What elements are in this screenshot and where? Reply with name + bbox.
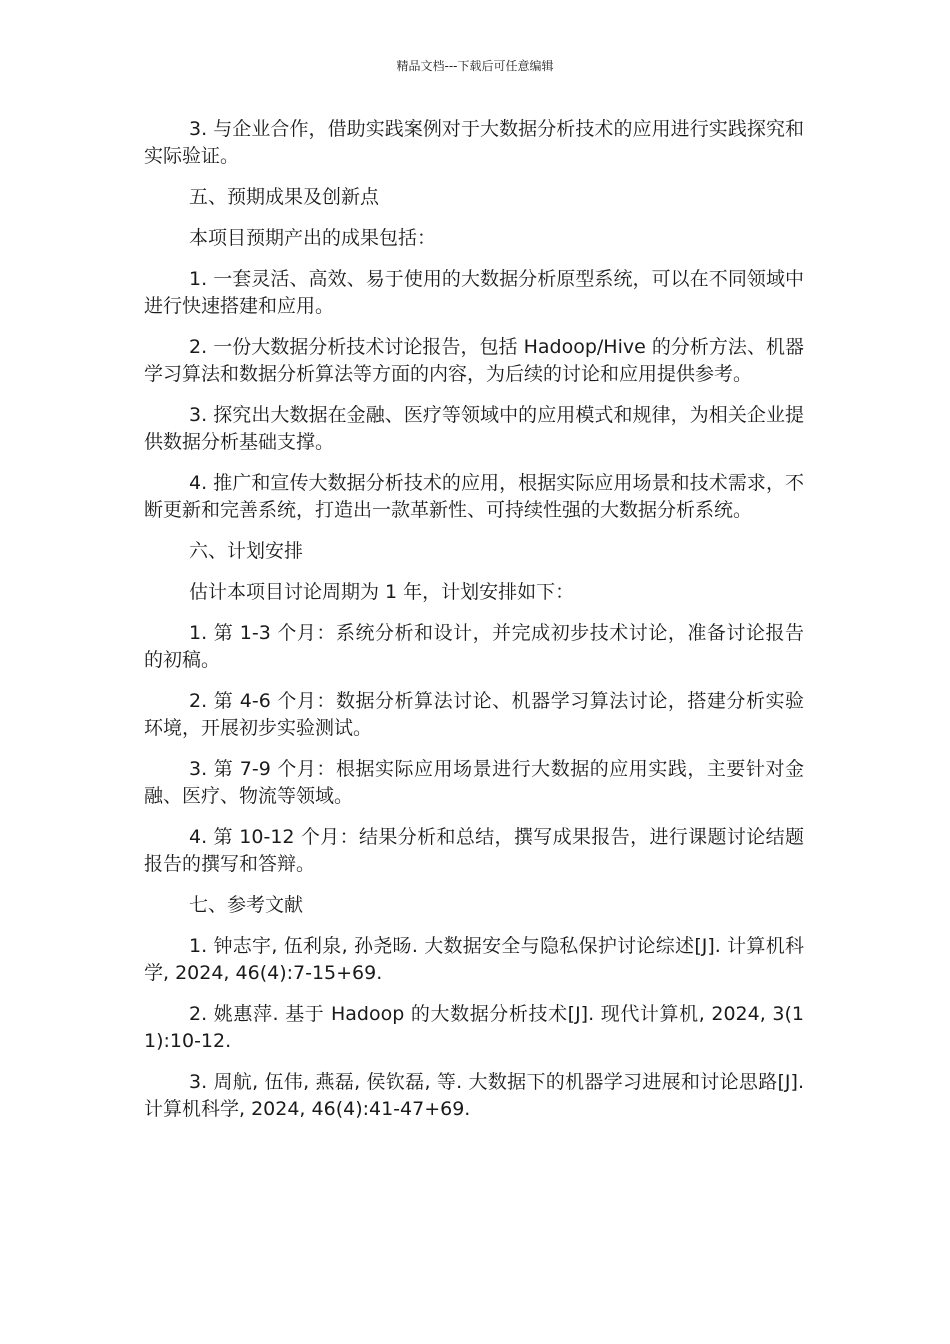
reference-item-3: 3. 周航, 伍伟, 燕磊, 侯钦磊, 等. 大数据下的机器学习进展和讨论思路[J]. 计算机科学, 2024, 46(4):41-47+69. — [144, 1071, 804, 1120]
list-item-result-2: 2. 一份大数据分析技术讨论报告，包括 Hadoop/Hive 的分析方法、机器学习算法和数据分析算法等方面的内容，为后续的讨论和应用提供参考。 — [144, 336, 804, 385]
section-heading-schedule: 六、计划安排 — [189, 540, 304, 562]
paragraph-results-intro: 本项目预期产出的成果包括： — [189, 227, 437, 249]
reference-item-1: 1. 钟志宇, 伍利泉, 孙尧旸. 大数据安全与隐私保护讨论综述[J]. 计算机科学, 2024, 46(4):7-15+69. — [144, 935, 804, 984]
list-item-schedule-1: 1. 第 1-3 个月：系统分析和设计，并完成初步技术讨论，准备讨论报告的初稿。 — [144, 622, 804, 671]
section-heading-references: 七、参考文献 — [189, 894, 304, 916]
page-header: 精品文档---下载后可任意编辑 — [396, 59, 554, 73]
list-item-result-3: 3. 探究出大数据在金融、医疗等领域中的应用模式和规律，为相关企业提供数据分析基础支撑。 — [144, 404, 804, 453]
paragraph-schedule-intro: 估计本项目讨论周期为 1 年，计划安排如下： — [189, 581, 575, 603]
list-item-schedule-3: 3. 第 7-9 个月：根据实际应用场景进行大数据的应用实践，主要针对金融、医疗、物流等领域。 — [144, 758, 804, 807]
document-body — [144, 116, 804, 1137]
paragraph-practice-verification: 3. 与企业合作，借助实践案例对于大数据分析技术的应用进行实践探究和实际验证。 — [144, 118, 804, 167]
section-heading-expected-results: 五、预期成果及创新点 — [189, 186, 380, 208]
list-item-result-1: 1. 一套灵活、高效、易于使用的大数据分析原型系统，可以在不同领域中进行快速搭建和应用。 — [144, 268, 804, 317]
reference-item-2: 2. 姚惠萍. 基于 Hadoop 的大数据分析技术[J]. 现代计算机, 2024, 3(11):10-12. — [144, 1003, 804, 1052]
list-item-schedule-2: 2. 第 4-6 个月：数据分析算法讨论、机器学习算法讨论，搭建分析实验环境，开展初步实验测试。 — [144, 690, 804, 739]
list-item-result-4: 4. 推广和宣传大数据分析技术的应用，根据实际应用场景和技术需求，不断更新和完善系统，打造出一款革新性、可持续性强的大数据分析系统。 — [144, 472, 804, 521]
list-item-schedule-4: 4. 第 10-12 个月：结果分析和总结，撰写成果报告，进行课题讨论结题报告的撰写和答辩。 — [144, 826, 804, 875]
